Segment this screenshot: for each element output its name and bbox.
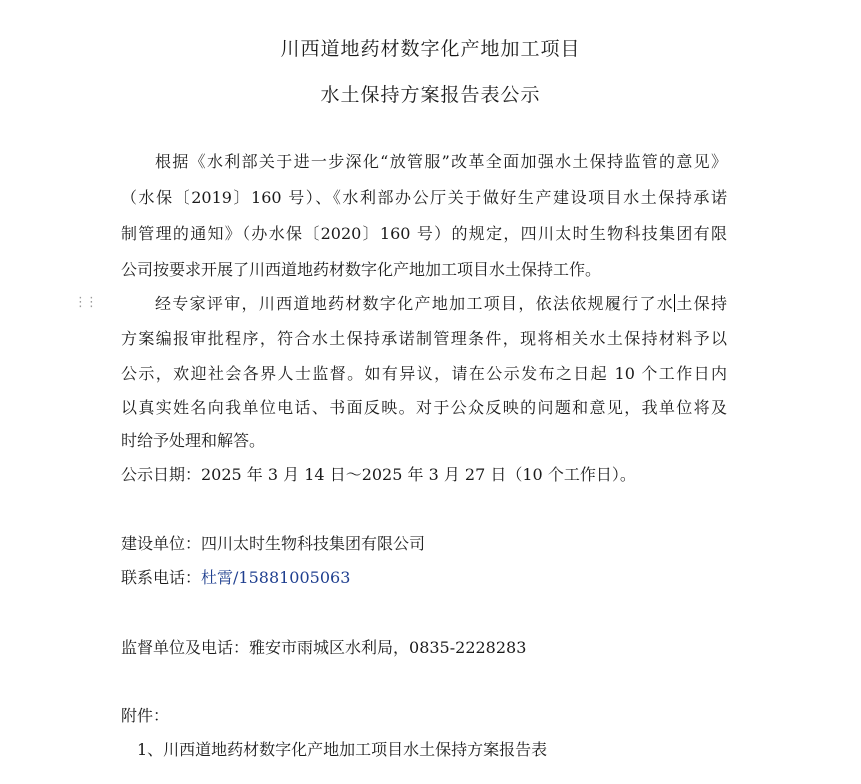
attachment-item-1[interactable]: 1、川西道地药材数字化产地加工项目水土保持方案报告表 <box>137 740 548 759</box>
notice-period: 公示日期：2025 年 3 月 14 日～2025 年 3 月 27 日（10 个工作日）。 <box>121 465 636 484</box>
attachments-label: 附件： <box>121 706 170 725</box>
paragraph-2-line-3: 公示，欢迎社会各界人士监督。如有异议，请在公示发布之日起 10 个工作日内 <box>121 364 727 383</box>
paragraph-1-line-4: 公司按要求开展了川西道地药材数字化产地加工项目水土保持工作。 <box>121 260 602 279</box>
contact-line <box>121 566 350 590</box>
supervisor-label: 监督单位及电话： <box>121 638 250 657</box>
paragraph-2-line-1-start: 经专家评审，川西道地药材数字化产地加工项目，依法依规履行了水 <box>155 294 675 313</box>
drag-handle-icon[interactable]: ⋮⋮ <box>74 295 96 310</box>
paragraph-2-line-1 <box>121 292 727 316</box>
document-title: 川西道地药材数字化产地加工项目 <box>280 38 581 60</box>
supervisor-value: 雅安市雨城区水利局，0835-2228283 <box>249 638 527 657</box>
document-subtitle: 水土保持方案报告表公示 <box>320 84 541 106</box>
contact-label: 联系电话： <box>121 568 202 587</box>
builder-label: 建设单位： <box>121 534 202 553</box>
builder-line <box>121 532 425 556</box>
paragraph-1-line-3: 制管理的通知》（办水保〔2020〕160 号）的规定，四川太时生物科技集团有限 <box>121 224 727 243</box>
supervisor-line <box>121 636 526 660</box>
builder-value: 四川太时生物科技集团有限公司 <box>201 534 426 553</box>
paragraph-1-line-2: （水保〔2019〕160 号）、《水利部办公厅关于做好生产建设项目水土保持承诺 <box>121 188 727 207</box>
paragraph-2-line-4: 以真实姓名向我单位电话、书面反映。对于公众反映的问题和意见，我单位将及 <box>121 398 727 417</box>
contact-value[interactable]: 杜霄/15881005063 <box>201 568 351 587</box>
paragraph-1-line-1: 根据《水利部关于进一步深化“放管服”改革全面加强水土保持监管的意见》 <box>155 152 727 171</box>
paragraph-2-line-2: 方案编报审批程序，符合水土保持承诺制管理条件，现将相关水土保持材料予以 <box>121 329 727 348</box>
paragraph-2-line-5: 时给予处理和解答。 <box>121 431 266 450</box>
paragraph-2-line-1-end: 土保持 <box>675 294 727 313</box>
